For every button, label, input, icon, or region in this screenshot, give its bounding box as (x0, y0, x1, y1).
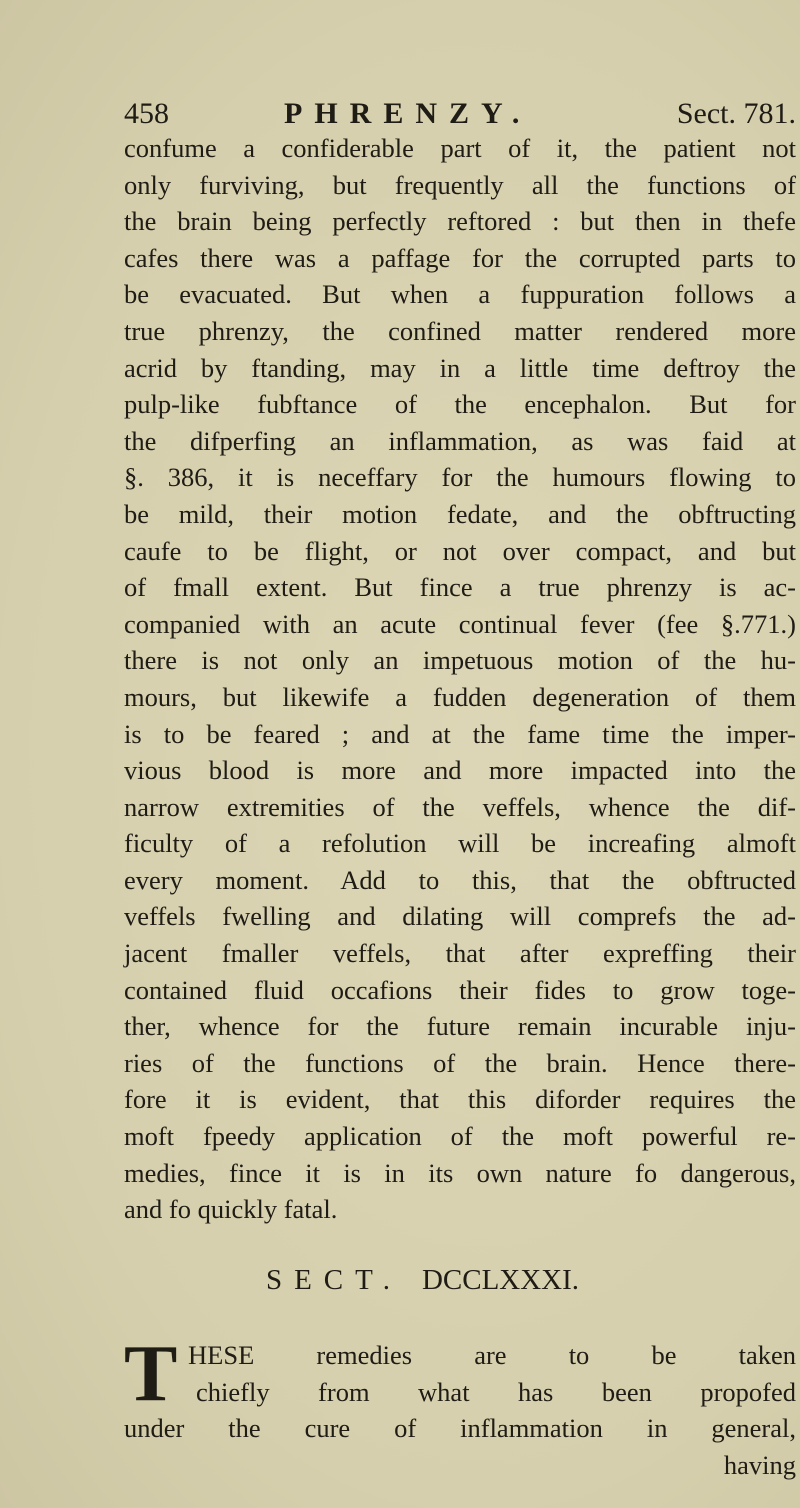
text-line: only furviving, but frequently all the functions of (124, 169, 796, 200)
text-line: be mild, their motion fedate, and the obftructing (124, 498, 796, 529)
text-line: every moment. Add to this, that the obftructed (124, 864, 796, 895)
text-line: narrow extremities of the veffels, whence the dif- (124, 791, 796, 822)
text-line: jacent fmaller veffels, that after expreffing their (124, 938, 796, 969)
text-line: fore it is evident, that this diforder requires the (124, 1084, 796, 1115)
text-line: under the cure of inflammation in general, (124, 1413, 796, 1444)
body-text (124, 130, 796, 1228)
text-line: the difperfing an inflammation, as was faid at (124, 425, 796, 456)
text-line: the brain being perfectly reftored : but then in thefe (124, 206, 796, 237)
text-line: pulp-like fubftance of the encephalon. But for (124, 389, 796, 420)
text-line: be evacuated. But when a fuppuration follows a (124, 279, 796, 310)
text-line: ther, whence for the future remain incurable inju- (124, 1011, 796, 1042)
text-line: contained fluid occafions their fides to grow toge- (124, 974, 796, 1005)
text-line: chiefly from what has been propofed (196, 1376, 796, 1407)
text-line: medies, fince it is in its own nature fo dangerous, (124, 1157, 796, 1188)
section-reference: Sect. 781. (676, 97, 796, 130)
text-line: is to be feared ; and at the fame time the imper- (124, 718, 796, 749)
section-number: DCCLXXXI. (421, 1264, 580, 1296)
text-line: companied with an acute continual fever (fee §.771.) (124, 608, 796, 639)
text-line: cafes there was a paffage for the corrupted parts to (124, 242, 796, 273)
page-number: 458 (124, 97, 169, 130)
text-line: and fo quickly fatal. (124, 1194, 338, 1225)
text-line: ries of the functions of the brain. Hence there- (124, 1047, 796, 1078)
text-line: caufe to be flight, or not over compact, and but (124, 535, 796, 566)
text-line: acrid by ftanding, may in a little time deftroy the (124, 352, 796, 383)
section-heading (0, 1264, 800, 1297)
text-line: moft fpeedy application of the moft powerful re- (124, 1121, 796, 1152)
drop-cap: T (124, 1330, 178, 1418)
paragraph-2 (124, 1330, 796, 1483)
section-label: SECT. (265, 1264, 402, 1296)
text-line: HESE remedies are to be taken (188, 1340, 796, 1370)
running-title: PHRENZY. (284, 97, 532, 130)
text-line: true phrenzy, the confined matter rendered more (124, 315, 796, 346)
text-line: there is not only an impetuous motion of the hu- (124, 645, 796, 676)
text-line: veffels fwelling and dilating will comprefs the ad- (124, 901, 796, 932)
text-line: vious blood is more and more impacted into the (124, 755, 796, 786)
text-line: §. 386, it is neceffary for the humours flowing to (124, 462, 796, 493)
catchword: having (723, 1449, 796, 1480)
text-line: ficulty of a refolution will be increafing almoft (124, 828, 796, 859)
text-line: confume a confiderable part of it, the patient not (124, 133, 796, 163)
text-line: of fmall extent. But fince a true phrenzy is ac- (124, 572, 796, 603)
text-line: mours, but likewife a fudden degeneration of them (124, 681, 796, 712)
